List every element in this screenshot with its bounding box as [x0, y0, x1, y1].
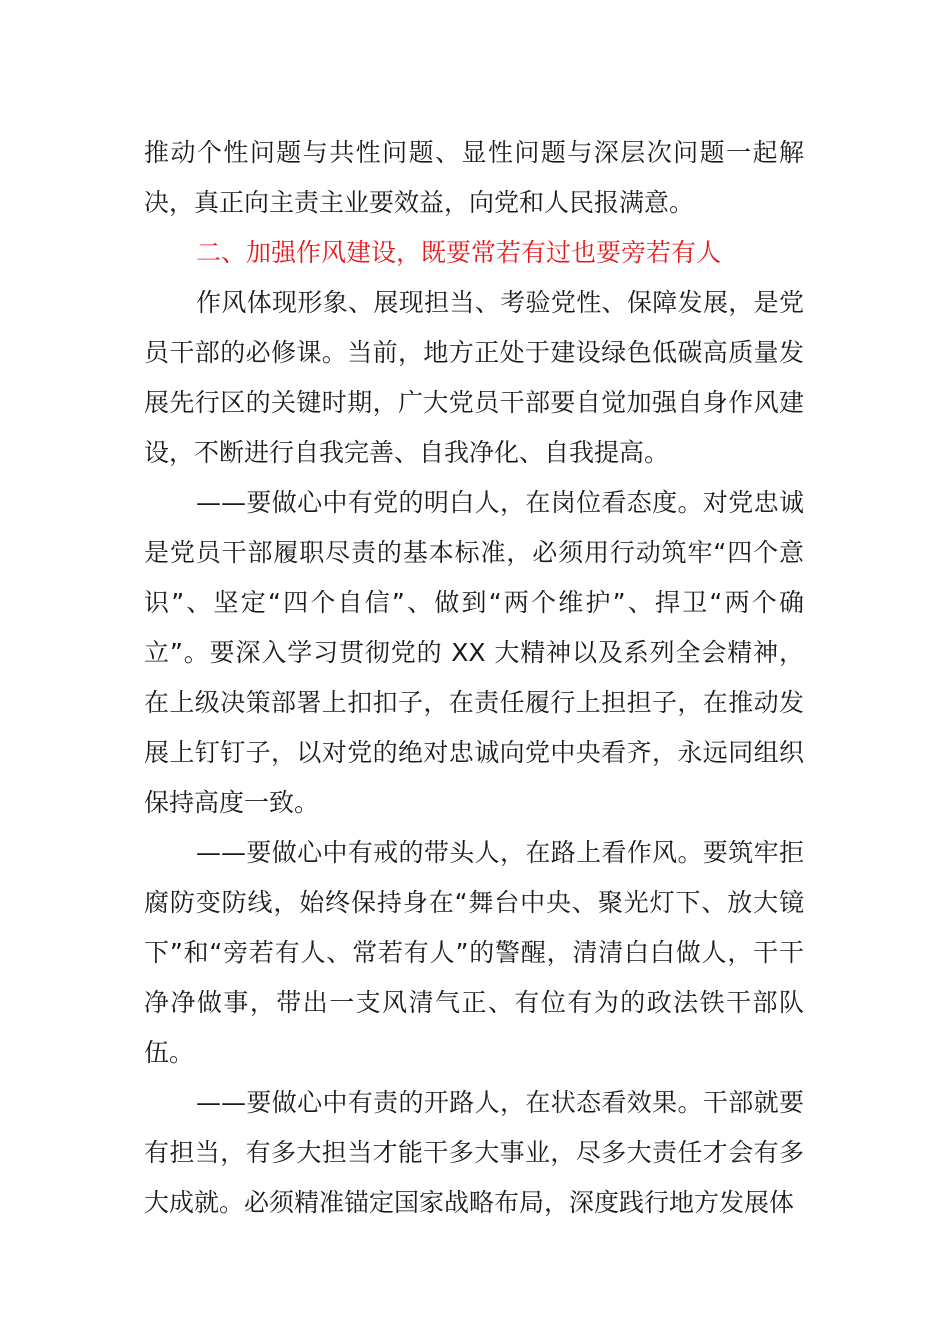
- paragraph-loyalty: ——要做心中有党的明白人，在岗位看态度。对党忠诚是党员干部履职尽责的基本标准，必须用行动筑牢“四个意识”、坚定“四个自信”、做到“两个维护”、捍卫“两个确立”。要深入学习贯彻党的 XX 大精神以及系列全会精神，在上级决策部署上扣扣子，在责任履行上担担子，在推动发展上钉钉子，以对党的绝对忠诚向党中央看齐，永远同组织保持高度一致。: [144, 488, 804, 817]
- paragraph-discipline: ——要做心中有戒的带头人，在路上看作风。要筑牢拒腐防变防线，始终保持身在“舞台中央、聚光灯下、放大镜下”和“旁若有人、常若有人”的警醒，清清白白做人，干干净净做事，带出一支风清气正、有位有为的政法铁干部队伍。: [144, 838, 804, 1067]
- paragraph-continuation: 推动个性问题与共性问题、显性问题与深层次问题一起解决，真正向主责主业要效益，向党和人民报满意。: [144, 138, 804, 217]
- paragraph-responsibility: ——要做心中有责的开路人，在状态看效果。干部就要有担当，有多大担当才能干多大事业，尽多大责任才会有多大成就。必须精准锚定国家战略布局，深度践行地方发展体: [144, 1088, 804, 1217]
- document-body: [144, 128, 804, 1228]
- paragraph-style-intro: 作风体现形象、展现担当、考验党性、保障发展，是党员干部的必修课。当前，地方正处于建设绿色低碳高质量发展先行区的关键时期，广大党员干部要自觉加强自身作风建设，不断进行自我完善、自我净化、自我提高。: [144, 288, 804, 467]
- section-heading: 二、加强作风建设，既要常若有过也要旁若有人: [196, 238, 722, 267]
